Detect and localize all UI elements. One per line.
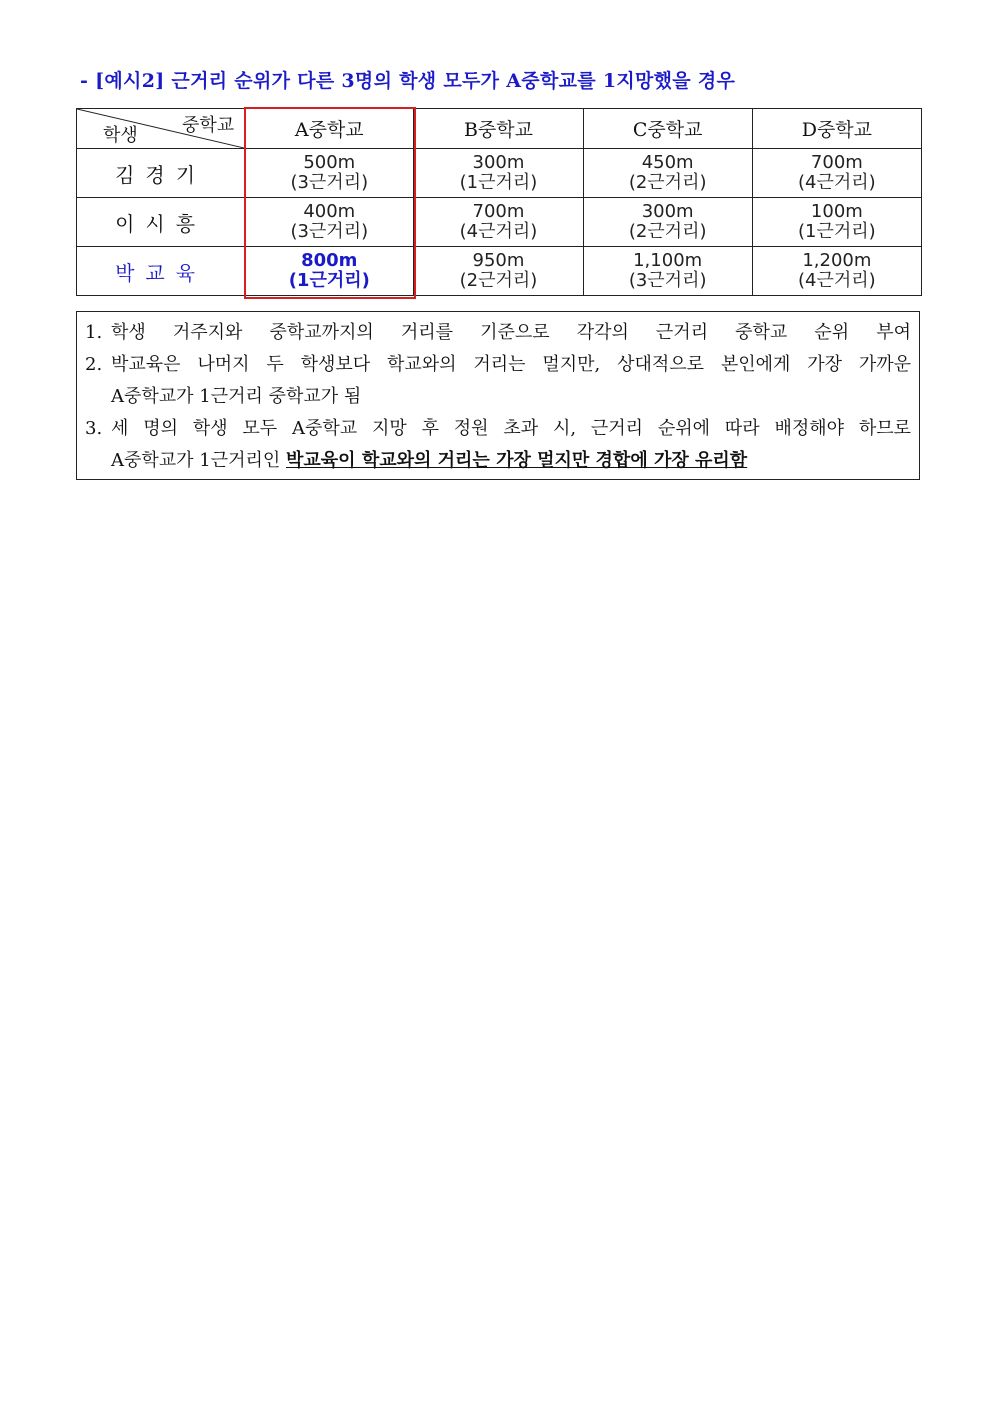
student-name: 박교육 <box>77 247 245 296</box>
distance-cell <box>414 198 583 247</box>
rank-value: (1근거리) <box>459 172 538 193</box>
rank-value: (2근거리) <box>628 221 707 242</box>
distance-cell <box>414 247 583 296</box>
distance-value: 500m <box>303 152 356 173</box>
rank-value: (4근거리) <box>798 270 876 291</box>
column-header: D중학교 <box>752 109 921 149</box>
note-emphasis: 박교육이 학교와의 거리는 가장 멀지만 경합에 가장 유리함 <box>286 450 748 471</box>
distance-cell <box>583 247 752 296</box>
note-text: A중학교가 1근거리인 <box>111 450 286 471</box>
rank-value: (1근거리) <box>798 221 876 242</box>
distance-cell <box>752 247 921 296</box>
distance-value: 300m <box>641 201 694 222</box>
table-header-row <box>77 109 922 149</box>
distance-value: 100m <box>810 201 863 222</box>
note-item <box>85 317 911 349</box>
distance-cell-highlighted <box>245 247 414 296</box>
distance-value: 700m <box>472 201 525 222</box>
distance-cell <box>414 149 583 198</box>
table-row <box>77 198 922 247</box>
distance-cell <box>752 149 921 198</box>
column-header: C중학교 <box>583 109 752 149</box>
column-header: A중학교 <box>245 109 414 149</box>
distance-cell <box>583 198 752 247</box>
note-text: 세 명의 학생 모두 A중학교 지망 후 정원 초과 시, 근거리 순위에 따라 배정해야 하므로 <box>111 418 911 439</box>
distance-table <box>76 108 922 296</box>
corner-label-student: 학생 <box>103 125 138 146</box>
note-item <box>85 413 911 445</box>
distance-value: 400m <box>303 201 356 222</box>
table-row <box>77 149 922 198</box>
column-header: B중학교 <box>414 109 583 149</box>
note-continuation: A중학교가 1근거리 중학교가 됨 <box>111 386 362 407</box>
note-number: 2. <box>85 354 103 375</box>
rank-value: (3근거리) <box>628 270 707 291</box>
rank-value: (2근거리) <box>628 172 707 193</box>
distance-value: 950m <box>472 250 525 271</box>
rank-value: (3근거리) <box>290 172 369 193</box>
distance-value: 1,200m <box>802 250 872 271</box>
distance-cell <box>752 198 921 247</box>
student-name: 김경기 <box>77 149 245 198</box>
rank-value: (4근거리) <box>459 221 538 242</box>
distance-value: 700m <box>810 152 863 173</box>
student-name: 이시흥 <box>77 198 245 247</box>
corner-header-cell <box>77 109 245 149</box>
distance-cell <box>245 149 414 198</box>
distance-value: 1,100m <box>633 250 703 271</box>
distance-value: 800m <box>301 250 358 271</box>
note-text: 학생 거주지와 중학교까지의 거리를 기준으로 각각의 근거리 중학교 순위 부여 <box>111 322 911 343</box>
distance-cell <box>583 149 752 198</box>
note-continuation <box>85 445 911 477</box>
note-number: 1. <box>85 322 103 343</box>
note-item <box>85 349 911 381</box>
rank-value: (4근거리) <box>798 172 876 193</box>
rank-value: (1근거리) <box>288 270 370 291</box>
distance-value: 450m <box>641 152 694 173</box>
notes-box <box>76 311 920 480</box>
note-text: 박교육은 나머지 두 학생보다 학교와의 거리는 멀지만, 상대적으로 본인에게 가장 가까운 <box>111 354 911 375</box>
table-row <box>77 247 922 296</box>
distance-value: 300m <box>472 152 525 173</box>
rank-value: (3근거리) <box>290 221 369 242</box>
rank-value: (2근거리) <box>459 270 538 291</box>
distance-cell <box>245 198 414 247</box>
page-heading: - [예시2] 근거리 순위가 다른 3명의 학생 모두가 A중학교를 1지망했을 경우 <box>80 70 736 92</box>
corner-label-school: 중학교 <box>182 115 235 136</box>
note-number: 3. <box>85 418 103 439</box>
